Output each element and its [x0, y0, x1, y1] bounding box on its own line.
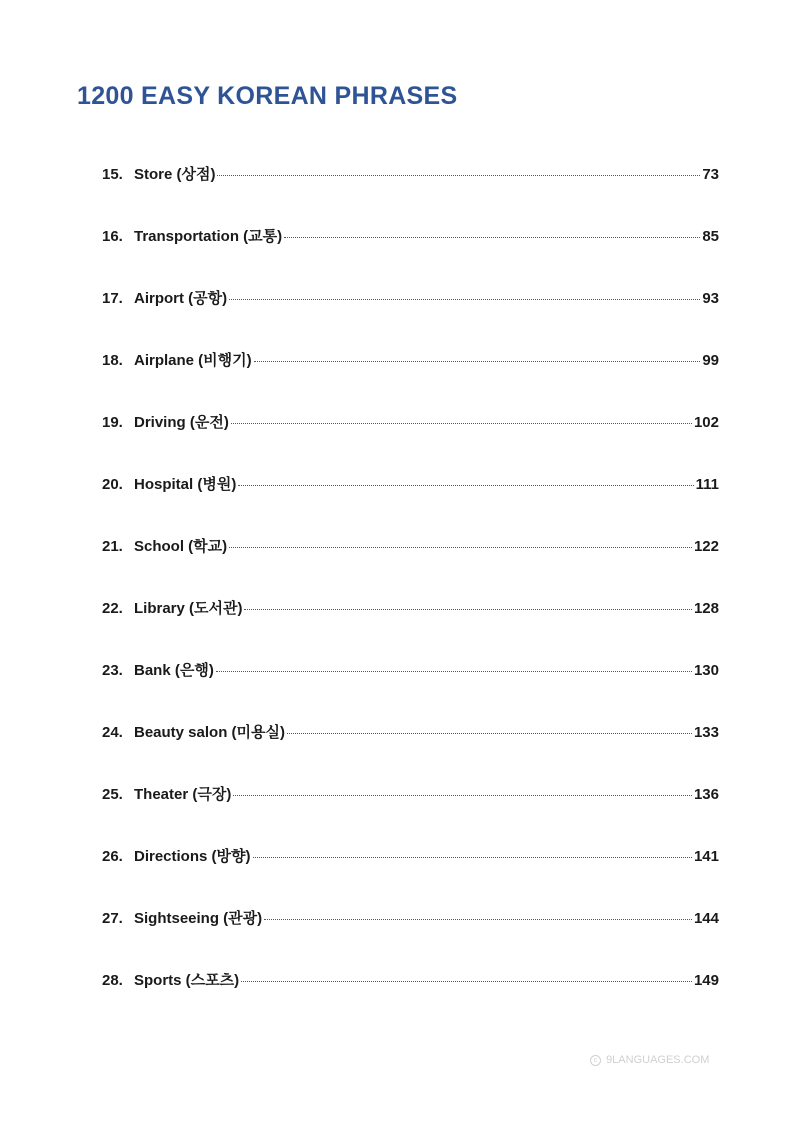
toc-entry-sports[interactable]	[102, 969, 719, 991]
toc-entry-airport[interactable]	[102, 287, 719, 309]
dot-leader	[238, 485, 693, 486]
toc-entry-title: Sightseeing (관광)	[134, 910, 263, 927]
toc-entry-page: 73	[702, 166, 719, 183]
toc-entry-beauty-salon[interactable]	[102, 721, 719, 743]
toc-entry-school[interactable]	[102, 535, 719, 557]
toc-entry-title: Transportation (교통)	[134, 228, 283, 245]
toc-entry-page: 99	[702, 352, 719, 369]
toc-entry-number: 17.	[102, 290, 123, 307]
watermark-text: 9LANGUAGES.COM	[606, 1054, 710, 1066]
toc-entry-number: 25.	[102, 786, 123, 803]
toc-entry-page: 122	[693, 538, 719, 555]
dot-leader	[244, 609, 691, 610]
toc-entry-page: 85	[702, 228, 719, 245]
toc-entry-driving[interactable]	[102, 411, 719, 433]
toc-entry-page: 144	[693, 910, 719, 927]
dot-leader	[264, 919, 692, 920]
toc-entry-title: Airport (공항)	[134, 290, 228, 307]
toc-entry-number: 19.	[102, 414, 123, 431]
toc-entry-page: 93	[702, 290, 719, 307]
toc-entry-store[interactable]	[102, 163, 719, 185]
toc-entry-airplane[interactable]	[102, 349, 719, 371]
toc-entry-title: School (학교)	[134, 538, 228, 555]
dot-leader	[229, 547, 692, 548]
toc-entry-number: 16.	[102, 228, 123, 245]
toc-entry-number: 21.	[102, 538, 123, 555]
copyright-icon: c	[590, 1055, 601, 1066]
dot-leader	[254, 361, 701, 362]
toc-entry-number: 28.	[102, 972, 123, 989]
page-title: 1200 EASY KOREAN PHRASES	[77, 82, 458, 110]
toc-entry-directions[interactable]	[102, 845, 719, 867]
toc-entry-number: 23.	[102, 662, 123, 679]
toc-entry-number: 20.	[102, 476, 123, 493]
toc-entry-page: 128	[693, 600, 719, 617]
dot-leader	[241, 981, 692, 982]
toc-entry-page: 149	[693, 972, 719, 989]
dot-leader	[231, 423, 692, 424]
toc-entry-page: 130	[693, 662, 719, 679]
toc-entry-page: 141	[693, 848, 719, 865]
toc-entry-bank[interactable]	[102, 659, 719, 681]
toc-entry-title: Directions (방향)	[134, 848, 251, 865]
toc-entry-title: Driving (운전)	[134, 414, 229, 431]
toc-entry-number: 22.	[102, 600, 123, 617]
dot-leader	[284, 237, 700, 238]
toc-entry-number: 18.	[102, 352, 123, 369]
toc-entry-number: 26.	[102, 848, 123, 865]
toc-entry-title: Store (상점)	[134, 166, 216, 183]
toc-entry-title: Sports (스포츠)	[134, 972, 240, 989]
toc-entry-page: 133	[693, 724, 719, 741]
toc-entry-number: 24.	[102, 724, 123, 741]
toc-entry-library[interactable]	[102, 597, 719, 619]
toc-entry-title: Airplane (비행기)	[134, 352, 252, 369]
dot-leader	[229, 299, 700, 300]
dot-leader	[216, 671, 692, 672]
toc-entry-number: 27.	[102, 910, 123, 927]
dot-leader	[287, 733, 692, 734]
toc-entry-title: Hospital (병원)	[134, 476, 237, 493]
toc-entry-title: Theater (극장)	[134, 786, 232, 803]
toc-entry-sightseeing[interactable]	[102, 907, 719, 929]
toc-entry-title: Bank (은행)	[134, 662, 214, 679]
toc-entry-hospital[interactable]	[102, 473, 719, 495]
dot-leader	[233, 795, 692, 796]
toc-entry-transportation[interactable]	[102, 225, 719, 247]
watermark	[590, 1054, 709, 1066]
toc-entry-theater[interactable]	[102, 783, 719, 805]
dot-leader	[217, 175, 700, 176]
dot-leader	[253, 857, 692, 858]
toc-entry-title: Library (도서관)	[134, 600, 243, 617]
toc-entry-title: Beauty salon (미용실)	[134, 724, 285, 741]
toc-entry-number: 15.	[102, 166, 123, 183]
toc-entry-page: 102	[693, 414, 719, 431]
toc-entry-page: 136	[693, 786, 719, 803]
toc-entry-page: 111	[695, 476, 719, 493]
